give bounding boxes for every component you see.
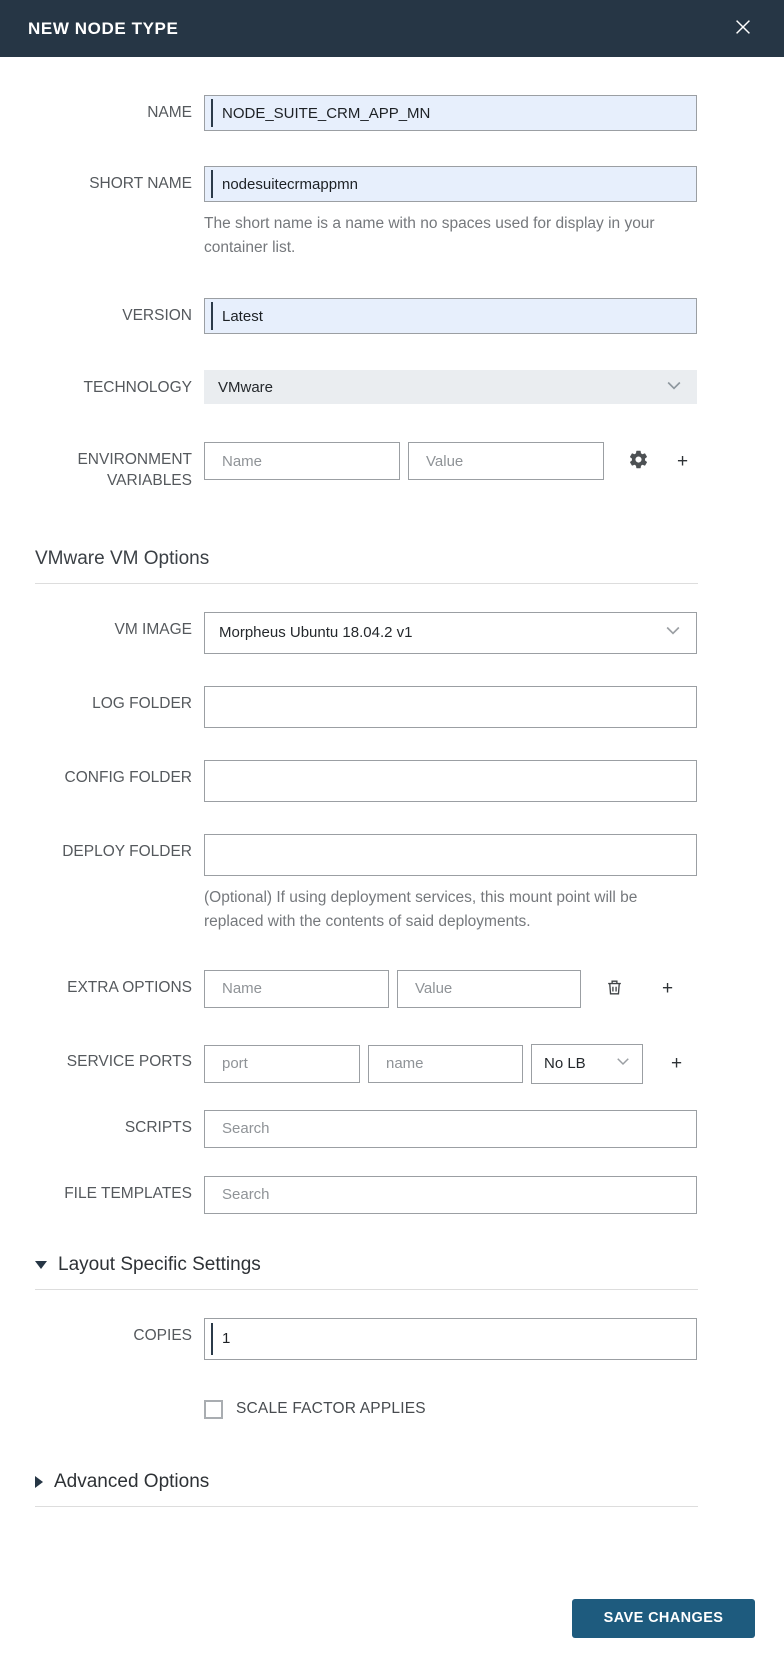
close-icon [732,16,754,41]
deploy-folder-help: (Optional) If using deployment services, this mount point will be replaced with the contents of said deployments. [204,888,638,930]
file-templates-search-input[interactable] [204,1176,697,1214]
version-input[interactable] [204,298,697,334]
chevron-down-icon [664,375,684,400]
short-name-input[interactable] [204,166,697,202]
version-row [0,298,784,334]
log-folder-label: LOG FOLDER [92,694,192,712]
service-port-port-input[interactable] [204,1045,360,1083]
close-button[interactable] [728,12,758,45]
config-folder-label: CONFIG FOLDER [64,768,192,786]
deploy-folder-label: DEPLOY FOLDER [62,842,192,860]
scripts-row [0,1110,784,1148]
name-input[interactable] [204,95,697,131]
vm-options-section-header [0,548,784,584]
vm-options-section-title: VMware VM Options [35,547,210,569]
env-var-add-button[interactable]: + [673,450,692,473]
text-cursor [211,170,213,198]
scale-factor-row [0,1400,784,1419]
modal-header [0,0,784,57]
technology-label: TECHNOLOGY [83,379,192,397]
service-port-name-input[interactable] [368,1045,523,1083]
deploy-folder-row [0,834,784,934]
chevron-down-icon [663,620,683,645]
trash-icon [605,978,624,1000]
text-cursor [211,99,213,127]
version-label: VERSION [122,307,192,325]
layout-settings-title: Layout Specific Settings [58,1253,261,1275]
chevron-down-icon [614,1052,632,1075]
service-ports-label: SERVICE PORTS [66,1052,192,1070]
modal-body [0,57,784,1668]
file-templates-label: FILE TEMPLATES [64,1184,192,1202]
copies-input[interactable] [204,1318,697,1360]
log-folder-row [0,686,784,728]
triangle-right-icon [35,1476,43,1488]
name-label: NAME [147,104,192,121]
technology-select[interactable] [204,370,697,404]
vm-image-label: VM IMAGE [114,620,192,638]
name-row [0,95,784,131]
extra-option-value-input[interactable] [397,970,581,1008]
vm-image-select[interactable] [204,612,697,654]
config-folder-row [0,760,784,802]
layout-settings-toggle[interactable] [35,1254,698,1276]
service-port-lb-value: No LB [544,1055,586,1073]
short-name-label: SHORT NAME [89,175,192,192]
section-divider [35,583,698,584]
log-folder-input[interactable] [204,686,697,728]
save-changes-button[interactable]: SAVE CHANGES [572,1599,755,1638]
extra-options-row [0,970,784,1008]
extra-option-delete-button[interactable] [603,976,626,1002]
env-var-value-input[interactable] [408,442,604,480]
advanced-options-section-header [0,1471,784,1507]
layout-settings-section-header [0,1254,784,1290]
file-templates-row [0,1176,784,1214]
deploy-folder-input[interactable] [204,834,697,876]
extra-options-label: EXTRA OPTIONS [67,978,192,996]
service-port-add-button[interactable]: + [667,1052,686,1075]
short-name-row [0,166,784,260]
modal-title: NEW NODE TYPE [28,18,179,38]
scale-factor-label: SCALE FACTOR APPLIES [236,1400,426,1418]
extra-option-add-button[interactable]: + [658,977,677,1000]
vm-image-selected-value: Morpheus Ubuntu 18.04.2 v1 [219,624,413,642]
section-divider [35,1289,698,1290]
text-cursor [211,302,213,330]
copies-label: COPIES [133,1326,192,1344]
scale-factor-checkbox[interactable] [204,1400,223,1419]
scripts-search-input[interactable] [204,1110,697,1148]
short-name-help: The short name is a name with no spaces used for display in your container list. [204,215,655,257]
technology-row [0,370,784,404]
vm-image-row [0,612,784,654]
scale-factor-spacer [0,1400,192,1408]
copies-row [0,1318,784,1360]
advanced-options-toggle[interactable] [35,1471,698,1493]
service-port-lb-select[interactable] [531,1044,643,1084]
service-ports-row [0,1044,784,1084]
env-var-settings-button[interactable] [626,447,651,475]
scripts-label: SCRIPTS [124,1118,192,1136]
triangle-down-icon [35,1261,47,1269]
advanced-options-title: Advanced Options [54,1470,210,1492]
environment-variables-row [0,442,784,492]
config-folder-input[interactable] [204,760,697,802]
modal-footer [0,1507,784,1668]
extra-option-name-input[interactable] [204,970,389,1008]
text-cursor [211,1323,213,1355]
environment-variables-label: ENVIRONMENT VARIABLES [77,451,192,489]
technology-selected-value: VMware [218,378,274,396]
env-var-name-input[interactable] [204,442,400,480]
gear-icon [628,449,649,473]
